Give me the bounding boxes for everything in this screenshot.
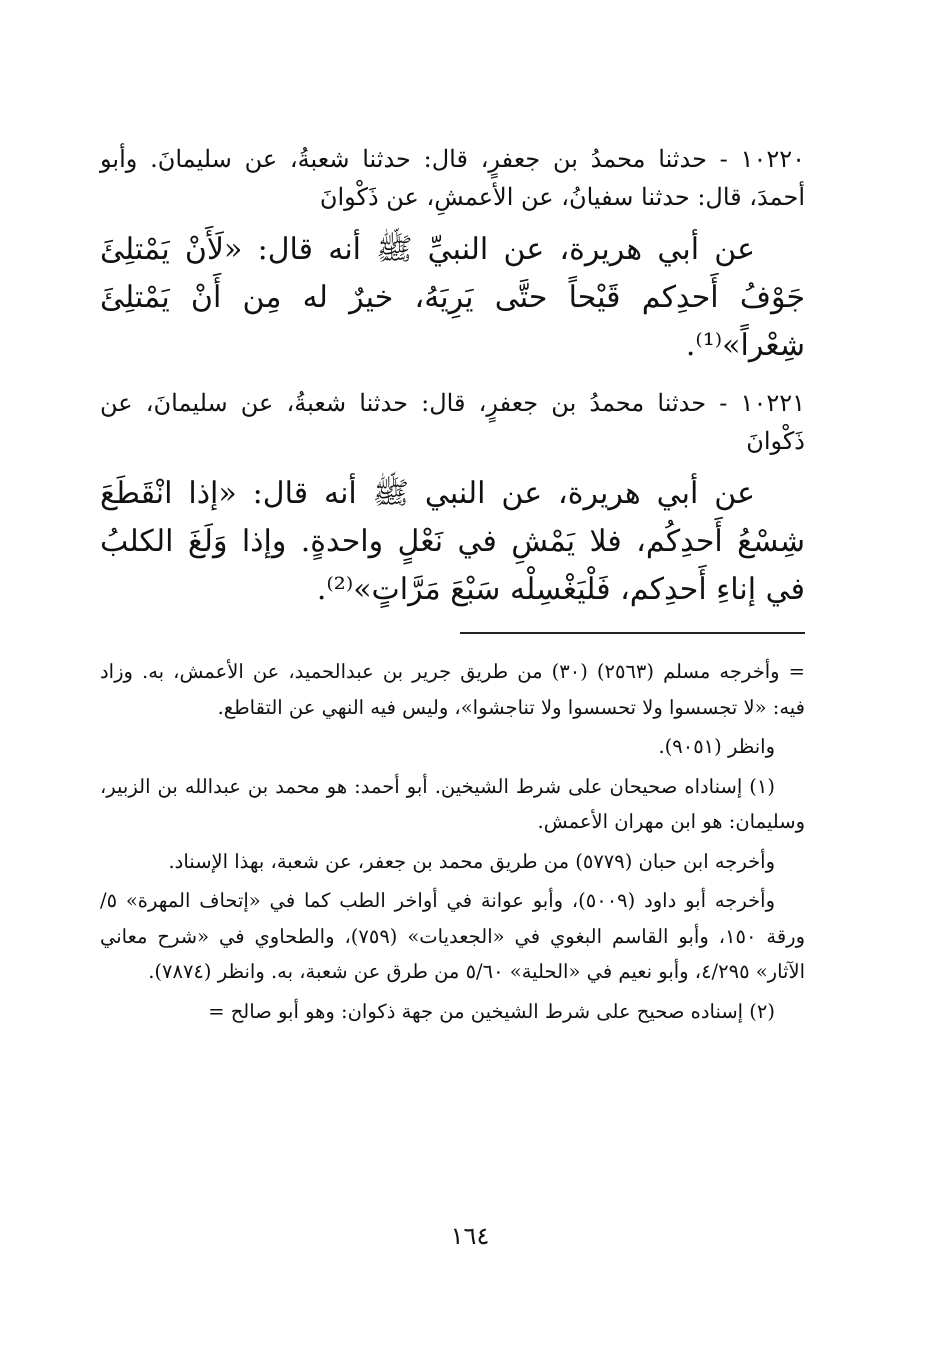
hadith-text: عن أبي هريرة، عن النبيِّ ﷺ أنه قال: «لَأَنْ يَمْتلِئَ جَوْفُ أَحدِكم قَيْحاً حتَّى يَرِيَهُ، خيرٌ له مِن أَنْ يَمْتلِئَ شِعْراً»⁽¹⁾. [100,232,805,363]
hadith-chain: ١٠٢٢٠ - حدثنا محمدُ بن جعفرٍ، قال: حدثنا شعبةُ، عن سليمانَ. وأبو أحمدَ، قال: حدثنا سفيانُ، عن الأعمشِ، عن ذَكْوانَ [100,145,805,211]
footnote: = وأخرجه مسلم (٢٥٦٣) (٣٠) من طريق جرير بن عبدالحميد، عن الأعمش، به. وزاد فيه: «لا تجسسوا ولا تحسسوا ولا تناجشوا»، وليس فيه النهي عن التقاطع. [100,660,805,719]
footnote-divider [460,632,805,634]
footnote: وأخرجه ابن حبان (٥٧٧٩) من طريق محمد بن جعفر، عن شعبة، بهذا الإسناد. [168,849,775,873]
hadith-chain: ١٠٢٢١ - حدثنا محمدُ بن جعفرٍ، قال: حدثنا شعبةُ، عن سليمانَ، عن ذَكْوانَ [100,389,805,455]
footnote: وانظر (٩٠٥١). [658,735,775,758]
hadith-text: عن أبي هريرة، عن النبي ﷺ أنه قال: «إذا انْقَطَعَ شِسْعُ أَحدِكُم، فلا يَمْشِ في نَعْلٍ واحدةٍ. وإذا وَلَغَ الكلبُ في إناءِ أَحدِكم، فَلْيَغْسِلْه سَبْعَ مَرَّاتٍ»⁽²⁾. [100,476,805,607]
footnote: وأخرجه أبو داود (٥٠٠٩)، وأبو عوانة في أواخر الطب كما في «إتحاف المهرة» ٥/ورقة ١٥٠، وأبو القاسم البغوي في «الجعديات» (٧٥٩)، والطحاوي في «شرح معاني الآثار» ٤/٢٩٥، وأبو نعيم في «الحلية» ٥/٦٠ من طرق عن شعبة، به. وانظر (٧٨٧٤). [100,889,805,983]
page-body [100,140,805,1033]
page-number: ١٦٤ [450,1222,490,1250]
footnote: (٢) إسناده صحيح على شرط الشيخين من جهة ذكوان: وهو أبو صالح = [208,999,775,1023]
footnote: (١) إسناداه صحيحان على شرط الشيخين. أبو أحمد: هو محمد بن عبدالله بن الزبير، وسليمان: هو ابن مهران الأعمش. [100,774,805,833]
